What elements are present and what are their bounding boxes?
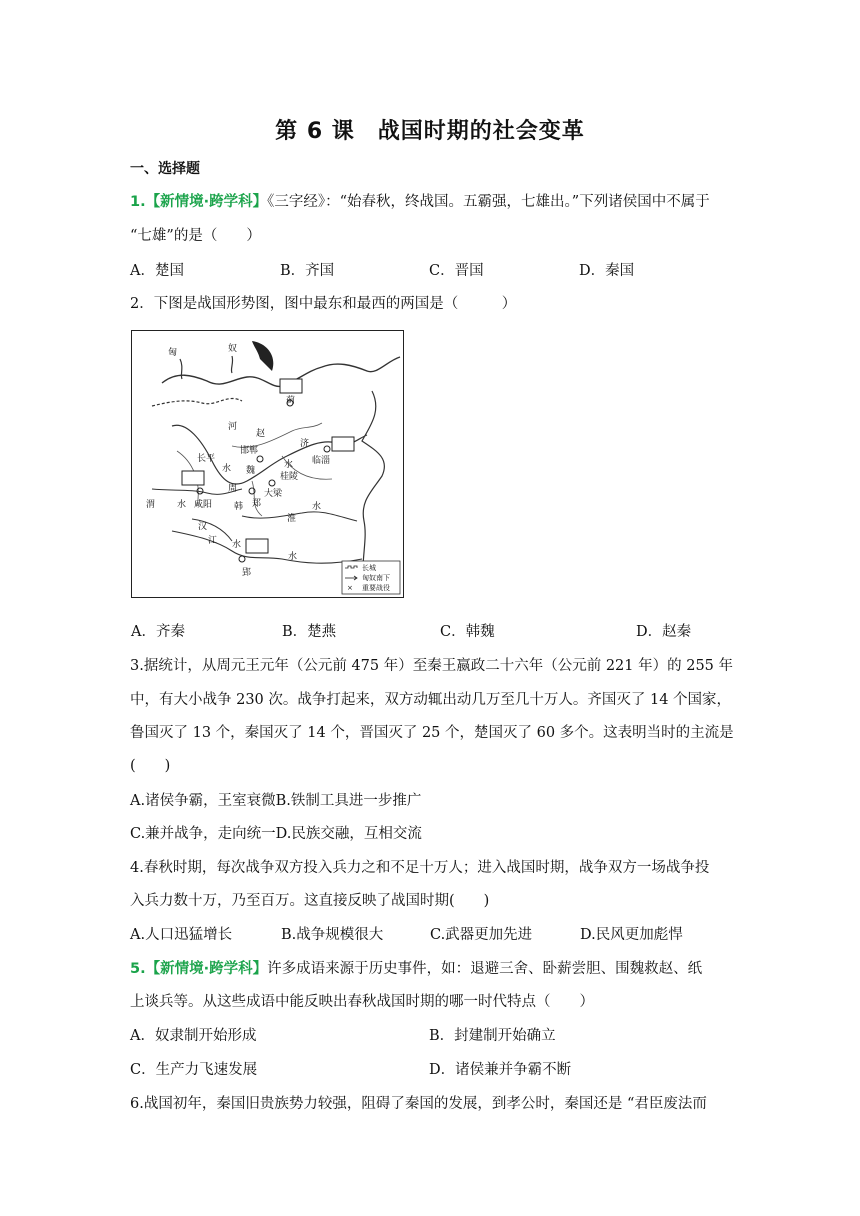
map-label: 桂陵 xyxy=(280,472,299,482)
q1-option-b: B．齐国 xyxy=(280,263,335,279)
answer-box xyxy=(182,471,204,485)
xiongnu-big-arrow xyxy=(252,341,273,371)
q1-text: 《三字经》：“始春秋，终战国。五霸强，七雄出。”下列诸侯国中不属于 xyxy=(267,194,710,210)
map-label: 临淄 xyxy=(312,456,331,466)
map-label: 水 xyxy=(288,552,298,562)
legend-battle: 重要战役 xyxy=(362,584,390,592)
answer-box xyxy=(332,437,354,451)
q1-tag: 【新情境·跨学科】 xyxy=(145,194,268,210)
answer-box xyxy=(246,539,268,553)
page-title: 第 6 课 战国时期的社会变革 xyxy=(275,119,585,144)
map-label: 江 xyxy=(208,536,218,546)
map-label: 郢 xyxy=(242,568,252,578)
map-label: 水 xyxy=(177,500,187,510)
map-label: 济 xyxy=(300,439,310,449)
q2-option-a: A．齐秦 xyxy=(131,624,185,640)
map-label: 淮 xyxy=(287,514,297,524)
q5-text: 许多成语来源于历史事件，如：退避三舍、卧薪尝胆、围魏救赵、纸 xyxy=(267,961,703,977)
q1-line2: “七雄”的是（ ） xyxy=(130,228,261,244)
q5-tag: 【新情境·跨学科】 xyxy=(145,961,268,977)
map-label: 水 xyxy=(312,502,322,512)
map-svg xyxy=(132,331,402,596)
map-label: 韩 xyxy=(234,502,244,512)
legend-wall: 长城 xyxy=(362,564,376,572)
q6-line1: 6.战国初年，秦国旧贵族势力较强，阻碍了秦国的发展，到孝公时，秦国还是 “君臣废法而 xyxy=(130,1096,707,1112)
answer-box xyxy=(280,379,302,393)
map-label: 赵 xyxy=(256,429,266,439)
map-label: 邯郸 xyxy=(240,446,259,456)
q5-line1 xyxy=(130,957,702,978)
city-marker xyxy=(239,556,245,562)
battle-legend-icon: × xyxy=(347,584,353,592)
q4-option-c: C.武器更加先进 xyxy=(430,927,533,943)
map-label: 水 xyxy=(222,464,232,474)
city-marker xyxy=(324,446,330,452)
map-label: 汉 xyxy=(198,522,208,532)
q4-option-a: A.人口迅猛增长 xyxy=(130,927,233,943)
city-marker xyxy=(269,480,275,486)
great-wall-line xyxy=(152,398,242,406)
map-label: 水 xyxy=(284,460,294,470)
q5-option-a: A．奴隶制开始形成 xyxy=(130,1028,257,1044)
map-label: 周 xyxy=(228,484,238,494)
q2-option-b: B．楚燕 xyxy=(282,624,337,640)
q5-number: 5. xyxy=(130,961,146,977)
q1-option-d: D．秦国 xyxy=(579,263,635,279)
map-label: 水 xyxy=(232,540,242,550)
map-label: 咸阳 xyxy=(194,500,213,510)
q3-line4: ( ) xyxy=(130,758,171,774)
warring-states-map xyxy=(131,330,404,598)
q2-text: 2．下图是战国形势图，图中最东和最西的两国是（ ） xyxy=(130,296,517,312)
q3-line2: 中，有大小战争 230 次。战争打起来，双方动辄出动几万至几十万人。齐国灭了 14 个国家， xyxy=(130,692,732,708)
q3-line1: 3.据统计，从周元王元年（公元前 475 年）至秦王嬴政二十六年（公元前 221 年）的 255 年 xyxy=(130,658,734,674)
map-label: 渭 xyxy=(146,500,156,510)
q4-option-d: D.民风更加彪悍 xyxy=(580,927,683,943)
q1-line1 xyxy=(130,190,710,211)
q4-line1: 4.春秋时期，每次战争双方投入兵力之和不足十万人；进入战国时期，战争双方一场战争投 xyxy=(130,860,710,876)
q5-option-d: D．诸侯兼并争霸不断 xyxy=(429,1062,572,1078)
map-label: 大梁 xyxy=(264,489,283,499)
q5-option-c: C．生产力飞速发展 xyxy=(130,1062,258,1078)
map-label: 匈 xyxy=(168,348,178,358)
map-label: 蓟 xyxy=(286,396,296,406)
q5-option-b: B．封建制开始确立 xyxy=(429,1028,556,1044)
q1-number: 1. xyxy=(130,194,146,210)
q5-line2: 上谈兵等。从这些成语中能反映出春秋战国时期的哪一时代特点（ ） xyxy=(130,994,594,1010)
map-label: 魏 xyxy=(246,466,256,476)
q3-options-line2: C.兼并战争，走向统一D.民族交融，互相交流 xyxy=(130,826,422,842)
city-marker xyxy=(257,456,263,462)
q4-line2: 入兵力数十万，乃至百万。这直接反映了战国时期( ) xyxy=(130,893,490,909)
q2-option-d: D．赵秦 xyxy=(636,624,692,640)
map-label: 奴 xyxy=(228,344,238,354)
legend-xiongnu: 匈奴南下 xyxy=(362,574,390,582)
q2-option-c: C．韩魏 xyxy=(440,624,495,640)
q4-option-b: B.战争规模很大 xyxy=(281,927,384,943)
q1-option-a: A．楚国 xyxy=(130,263,184,279)
section-heading: 一、选择题 xyxy=(130,161,200,177)
map-label: 郑 xyxy=(252,499,262,509)
q3-options-line1: A.诸侯争霸，王室衰微B.铁制工具进一步推广 xyxy=(130,793,422,809)
map-label: 长平 xyxy=(197,454,216,464)
q3-line3: 鲁国灭了 13 个，秦国灭了 14 个，晋国灭了 25 个，楚国灭了 60 多个。这表明当时的主流是 xyxy=(130,725,734,741)
map-label: 河 xyxy=(228,422,238,432)
q1-option-c: C．晋国 xyxy=(429,263,484,279)
xiongnu-arrow xyxy=(231,356,232,373)
